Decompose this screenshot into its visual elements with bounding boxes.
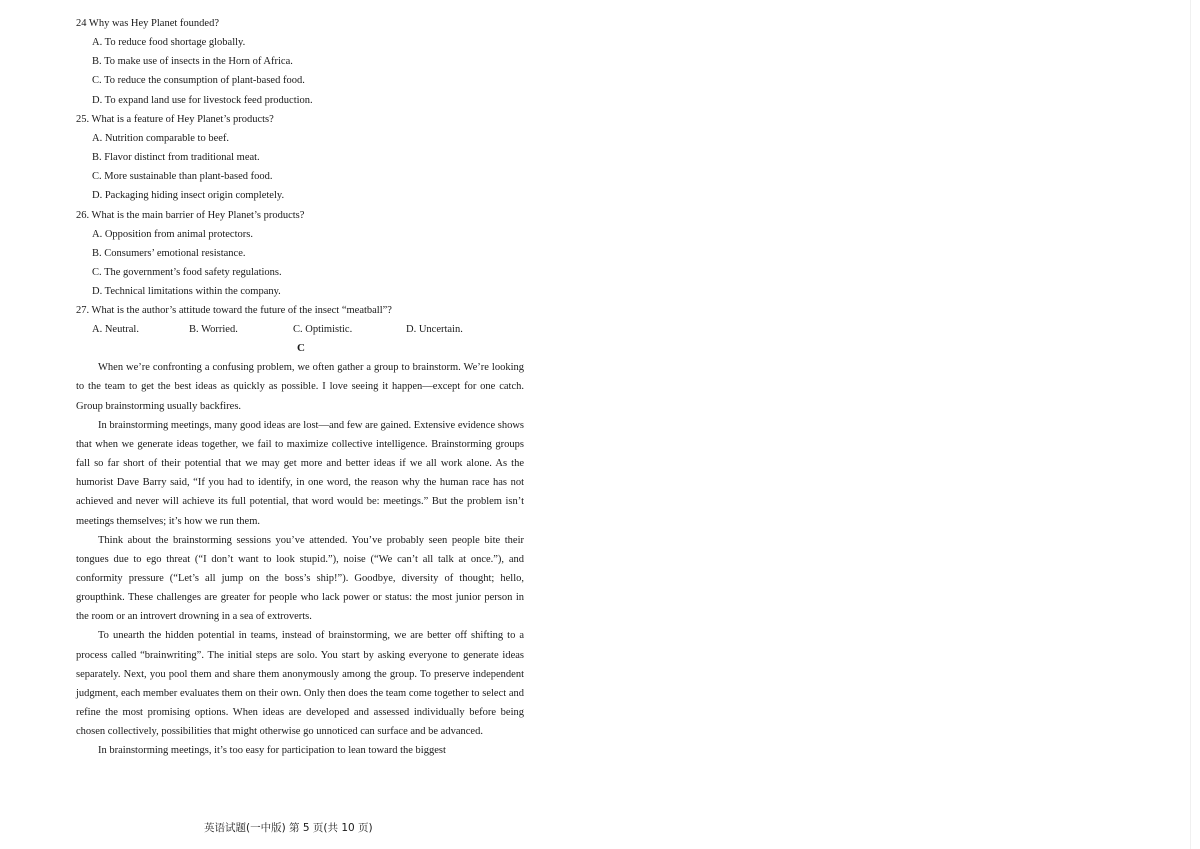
question-27-option-d: D. Uncertain. [406, 324, 463, 336]
exam-page-column [76, 14, 524, 761]
question-26-option-a: A. Opposition from animal protectors. [92, 228, 253, 240]
question-25-option-d: D. Packaging hiding insect origin completely. [92, 190, 285, 202]
question-27-stem: 27. What is the author’s attitude toward the future of the insect “meatball”? [76, 305, 392, 317]
question-24-option-c: C. To reduce the consumption of plant-based food. [92, 75, 305, 87]
question-25-option-a: A. Nutrition comparable to beef. [92, 132, 230, 144]
question-27-option-b: B. Worried. [189, 324, 238, 336]
question-24-stem: 24 Why was Hey Planet founded? [76, 18, 219, 29]
question-27-option-a: A. Neutral. [92, 324, 139, 336]
scan-edge-divider [1190, 0, 1191, 849]
question-27-options [76, 320, 524, 339]
section-heading: C [297, 342, 305, 355]
question-26-option-d: D. Technical limitations within the company. [92, 286, 281, 298]
question-27-option-c: C. Optimistic. [293, 324, 353, 336]
question-24-option-a: A. To reduce food shortage globally. [92, 37, 246, 48]
question-25-stem: 25. What is a feature of Hey Planet’s products? [76, 113, 274, 125]
passage-paragraph-2: In brainstorming meetings, many good ideas are lost—and few are gained. Extensive evidence shows that when we generate ideas together, we fail to maximize collective intelligence. Brainstorming groups fall so far short of their potential that we may get more and better ideas if we all work alone. As the humorist Dave Barry said, “If you had to identify, in one word, the reason why the human race has not achieved and never will achieve its full potential, that word would be: meetings.” But the problem isn’t meetings themselves; it’s how we run them. [76, 419, 525, 527]
page-footer: 英语试题(一中版) 第 5 页(共 10 页) [204, 822, 373, 834]
passage-paragraph-3: Think about the brainstorming sessions you’ve attended. You’ve probably seen people bite their tongues due to ego threat (“I don’t want to look stupid.”), noise (“We can’t all talk at once.”), and conformity pressure (“Let’s all jump on the boss’s ship!”). Goodbye, diversity of thought; hello, groupthink. These challenges are greater for people who lack power or status: the most junior person in the room or an introvert drowning in a sea of extroverts. [76, 534, 524, 623]
passage-paragraph-1: When we’re confronting a confusing problem, we often gather a group to brainstorm. We’re looking to the team to get the best ideas as quickly as possible. I love seeing it happen—except for one catch. Group brainstorming usually backfires. [76, 362, 524, 412]
question-25-option-b: B. Flavor distinct from traditional meat. [92, 151, 260, 163]
question-26-option-b: B. Consumers’ emotional resistance. [92, 247, 246, 259]
passage-paragraph-5: In brainstorming meetings, it’s too easy for participation to lean toward the biggest [98, 745, 446, 757]
passage-paragraph-4: To unearth the hidden potential in teams, instead of brainstorming, we are better off shifting to a process called “brainwriting”. The initial steps are solo. You start by asking everyone to generate ideas separately. Next, you pool them and share them anonymously among the group. To preserve independent judgment, each member evaluates them on their own. Only then does the team come together to select and refine the most promising options. When ideas are developed and assessed individually before being chosen collectively, possibilities that might otherwise go unnoticed can surface and be advanced. [76, 630, 524, 738]
question-24-option-b: B. To make use of insects in the Horn of Africa. [92, 56, 293, 68]
question-24-option-d: D. To expand land use for livestock feed production. [92, 94, 313, 106]
question-26-stem: 26. What is the main barrier of Hey Planet’s products? [76, 209, 305, 221]
question-25-option-c: C. More sustainable than plant-based food. [92, 171, 273, 183]
question-26-option-c: C. The government’s food safety regulations. [92, 266, 282, 278]
